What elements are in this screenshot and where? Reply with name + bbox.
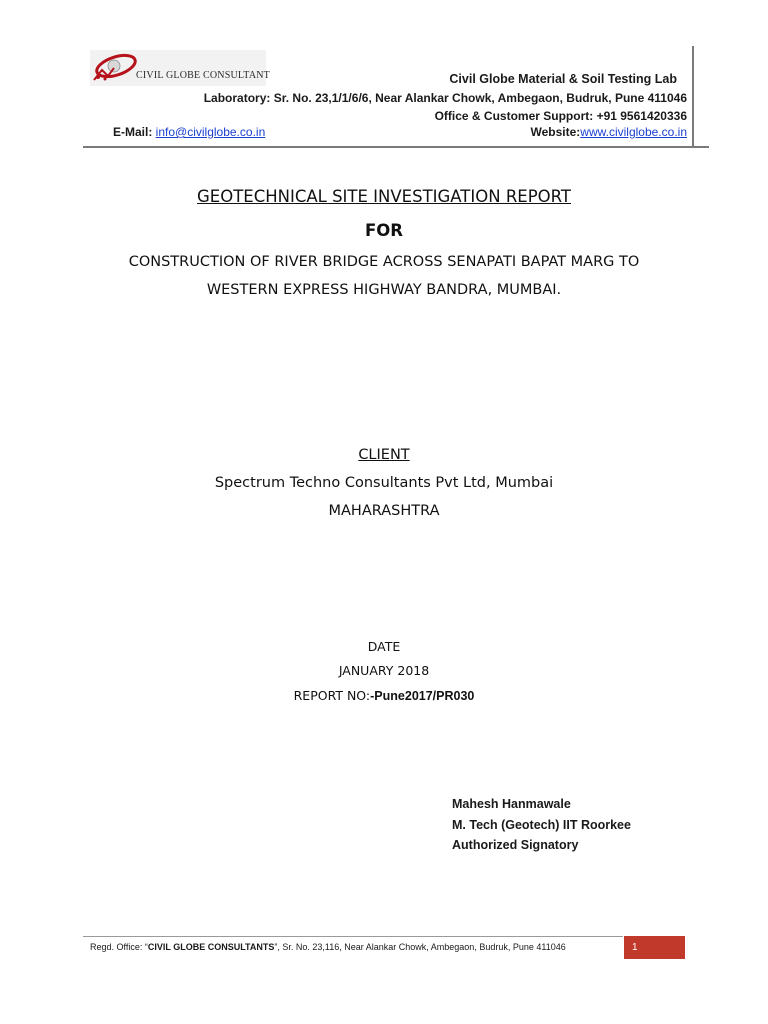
website-label: Website: xyxy=(530,125,581,139)
client-state: MAHARASHTRA xyxy=(328,503,440,519)
signatory-role: Authorized Signatory xyxy=(452,838,579,852)
date-heading: DATE xyxy=(367,639,401,654)
website-link[interactable]: www.civilglobe.co.in xyxy=(580,125,687,139)
report-number-value: -Pune2017/PR030 xyxy=(370,689,475,703)
footer-prefix: Regd. Office: “ xyxy=(90,942,148,952)
registered-office xyxy=(90,942,566,952)
email-link[interactable]: info@civilglobe.co.in xyxy=(155,125,266,139)
signatory-qualification: M. Tech (Geotech) IIT Roorkee xyxy=(452,818,631,832)
email-line xyxy=(113,125,265,139)
website-line xyxy=(530,125,687,139)
report-title xyxy=(0,187,768,206)
lab-address: Laboratory: Sr. No. 23,1/1/6/6, Near Alankar Chowk, Ambegaon, Budruk, Pune 411046 xyxy=(203,91,687,105)
client-heading-text: CLIENT xyxy=(358,447,410,463)
footer-company: CIVIL GLOBE CONSULTANTS xyxy=(147,942,275,952)
page-number: 1 xyxy=(632,942,638,953)
customer-support: Office & Customer Support: +91 9561420336 xyxy=(434,109,687,123)
report-title-text: GEOTECHNICAL SITE INVESTIGATION REPORT xyxy=(197,187,571,206)
email-label: E-Mail: xyxy=(113,125,156,139)
report-number xyxy=(0,688,768,703)
lab-name: Civil Globe Material & Soil Testing Lab xyxy=(449,72,677,86)
report-number-label: REPORT NO: xyxy=(293,688,371,703)
header-divider xyxy=(83,146,709,148)
date-value: JANUARY 2018 xyxy=(338,663,430,678)
page-number-badge xyxy=(624,936,685,959)
footer-address: ”, Sr. No. 23,116, Near Alankar Chowk, Ambegaon, Budruk, Pune 411046 xyxy=(274,942,566,952)
footer-divider xyxy=(83,936,623,937)
client-name: Spectrum Techno Consultants Pvt Ltd, Mumbai xyxy=(214,475,554,491)
signatory-name: Mahesh Hanmawale xyxy=(452,797,571,811)
client-heading xyxy=(0,447,768,463)
logo-text: CIVIL GLOBE CONSULTANT xyxy=(136,70,270,81)
header-vertical-rule xyxy=(692,46,694,148)
project-line-1: CONSTRUCTION OF RIVER BRIDGE ACROSS SENAPATI BAPAT MARG TO xyxy=(128,254,640,270)
company-logo xyxy=(90,50,270,86)
for-label: FOR xyxy=(364,221,403,240)
project-line-2: WESTERN EXPRESS HIGHWAY BANDRA, MUMBAI. xyxy=(206,282,562,298)
